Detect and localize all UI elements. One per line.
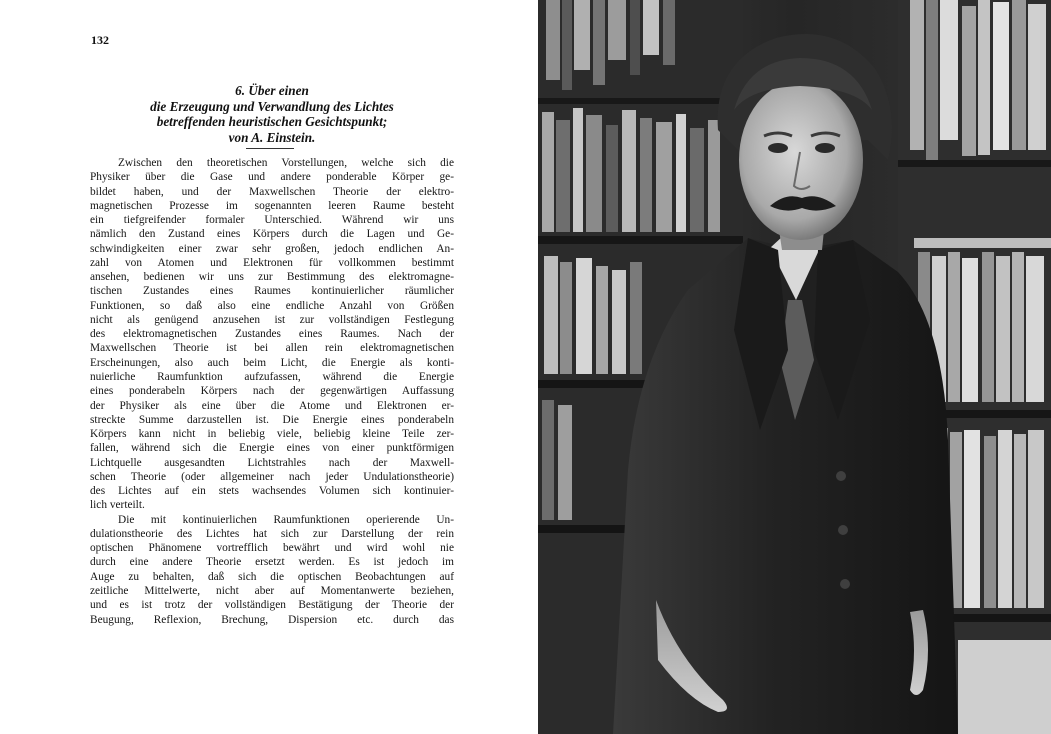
body-line: des elektromagnetischen Zustandes eines Raumes. Nach der: [90, 328, 454, 341]
body-line: des Lichtes auf ein stets wachsendes Volumen sich kontinuier-: [90, 485, 454, 498]
heading-line-3: betreffenden heuristischen Gesichtspunkt;: [156, 114, 388, 130]
body-line: nämlich den Zustand eines Körpers durch die Lagen und Ge-: [90, 228, 454, 241]
heading-line-4: von A. Einstein.: [228, 130, 316, 146]
body-line: Lichtquelle ausgesandten Lichtstrahles nach der Maxwell-: [90, 456, 454, 469]
body-line: ansehen, bedienen wir uns zur Bestimmung des elektromagne-: [90, 271, 454, 284]
body-line: durch eine andere Theorie ersetzt werden. Es ist jedoch im: [90, 556, 454, 569]
body-line: und es ist trotz der vollständigen Bestätigung der Theorie der: [90, 599, 454, 612]
body-line: tischen Zustandes eines Raumes kontinuierlicher räumlicher: [90, 285, 454, 298]
body-line: lich verteilt.: [90, 499, 145, 512]
body-line: Maxwellschen Theorie ist bei allen rein elektromagnetischen: [90, 342, 454, 355]
body-line: Die mit kontinuierlichen Raumfunktionen operierende Un-: [118, 513, 454, 526]
coat-button: [836, 471, 846, 481]
body-line: Erscheinungen, also auch beim Licht, die Energie als konti-: [90, 356, 454, 369]
body-line: bildet haben, und der Maxwellschen Theorie der elektro-: [90, 185, 454, 198]
portrait-photo: [538, 0, 1051, 734]
body-line: Beugung, Reflexion, Brechung, Dispersion etc. durch das: [90, 613, 454, 626]
body-line: zeitliche Mittelwerte, nicht aber auf Momentanwerte beziehen,: [90, 584, 454, 597]
body-line: eines ponderabeln Körpers nach der gegenwärtigen Auffassung: [90, 385, 454, 398]
heading-line-2: die Erzeugung und Verwandlung des Lichtes: [150, 98, 394, 114]
coat-button: [840, 579, 850, 589]
body-line: optischen Phänomene vortrefflich bewährt und wird wohl nie: [90, 542, 454, 555]
body-line: streckte Summe darzustellen ist. Die Energie eines ponderabeln: [90, 413, 454, 426]
body-line: Physiker über die Gase und andere ponderable Körper ge-: [90, 171, 454, 184]
portrait-photo-drawing: [538, 0, 1051, 734]
heading-rule: [246, 148, 294, 149]
heading-line-1: 6. Über einen: [235, 83, 309, 98]
body-line: zahl von Atomen und Elektronen für vollkommen bestimmt: [90, 256, 454, 269]
body-line: ein tiefgreifender formaler Unterschied. Während wir uns: [90, 214, 454, 227]
body-line: dulationstheorie des Lichtes hat sich zur Darstellung der rein: [90, 527, 454, 540]
body-line: magnetischen Prozesse im sogenannten leeren Raume besteht: [90, 199, 454, 212]
body-line: schwindigkeiten einer zwar sehr großen, jedoch endlichen An-: [90, 242, 454, 255]
article-heading: [80, 83, 464, 146]
body-line: Körpers kann nicht in beliebig viele, beliebig kleine Teile zer-: [90, 428, 454, 441]
body-line: fallen, während sich die Energie eines von einer punktförmigen: [90, 442, 454, 455]
body-line: schen Theorie (oder allgemeiner nach jeder Undulationstheorie): [90, 470, 454, 483]
coat-button: [838, 525, 848, 535]
body-line: Funktionen, so daß also eine endliche Anzahl von Größen: [90, 299, 454, 312]
body-line: nuierliche Raumfunktion aufzufassen, während die Energie: [90, 370, 454, 383]
body-line: Auge zu behalten, daß sich die optischen Beobachtungen auf: [90, 570, 454, 583]
body-line: Zwischen den theoretischen Vorstellungen, welche sich die: [118, 157, 454, 169]
article-body: [90, 156, 454, 627]
page-number: 132: [91, 33, 109, 47]
right-eye: [815, 143, 835, 153]
body-line: der Physiker als eine über die Atome und Elektronen er-: [90, 399, 454, 412]
body-line: nicht als genügend anzusehen ist zur vollständigen Festlegung: [90, 313, 454, 326]
left-eye: [768, 143, 788, 153]
face: [739, 80, 863, 240]
